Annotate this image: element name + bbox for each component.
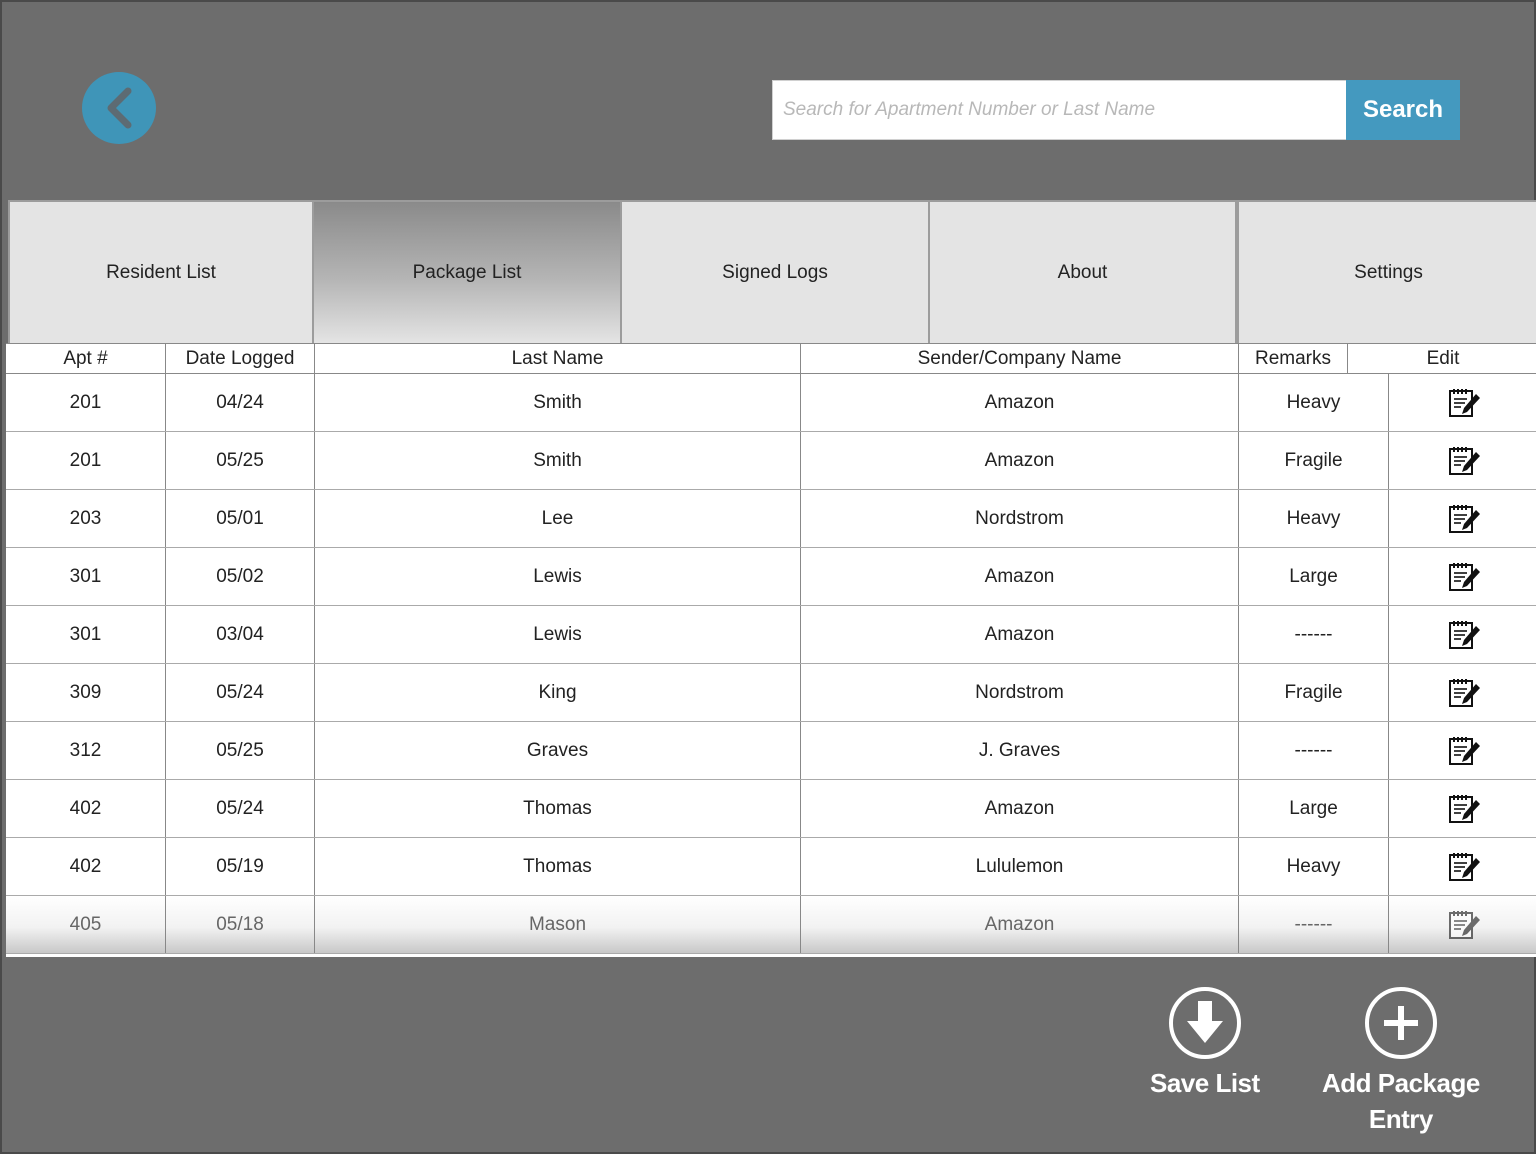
cell-date-logged: 05/02 <box>166 548 315 605</box>
table-row[interactable] <box>6 490 1536 548</box>
cell-date-logged: 05/18 <box>166 896 315 953</box>
cell-apt: 201 <box>6 374 166 431</box>
cell-apt: 301 <box>6 548 166 605</box>
cell-date-logged: 05/01 <box>166 490 315 547</box>
edit-note-icon[interactable] <box>1447 503 1481 535</box>
cell-last-name: Lewis <box>315 606 801 663</box>
cell-apt: 301 <box>6 606 166 663</box>
tab-settings[interactable]: Settings <box>1237 200 1536 343</box>
cell-edit <box>1389 606 1536 663</box>
cell-sender: Amazon <box>801 548 1239 605</box>
cell-last-name: Lee <box>315 490 801 547</box>
header-edit: Edit <box>1426 347 1460 369</box>
add-package-label <box>1322 1065 1480 1137</box>
cell-sender: Amazon <box>801 606 1239 663</box>
cell-date-logged: 04/24 <box>166 374 315 431</box>
tab-package-list[interactable]: Package List <box>314 200 622 343</box>
cell-remarks: Large <box>1239 548 1389 605</box>
cell-last-name: Thomas <box>315 838 801 895</box>
cell-remarks: Heavy <box>1239 374 1389 431</box>
cell-last-name: Mason <box>315 896 801 953</box>
package-table <box>6 343 1536 957</box>
cell-sender: Nordstrom <box>801 664 1239 721</box>
cell-apt: 203 <box>6 490 166 547</box>
download-arrow-icon <box>1169 987 1241 1059</box>
cell-edit <box>1389 490 1536 547</box>
cell-last-name: King <box>315 664 801 721</box>
search-button[interactable]: Search <box>1346 80 1460 140</box>
plus-circle-icon <box>1365 987 1437 1059</box>
cell-last-name: Graves <box>315 722 801 779</box>
table-row[interactable] <box>6 896 1536 954</box>
table-row[interactable] <box>6 722 1536 780</box>
cell-remarks: Large <box>1239 780 1389 837</box>
cell-remarks: ------ <box>1239 896 1389 953</box>
cell-apt: 402 <box>6 780 166 837</box>
cell-sender: Lululemon <box>801 838 1239 895</box>
cell-last-name: Thomas <box>315 780 801 837</box>
cell-sender: J. Graves <box>801 722 1239 779</box>
add-package-entry-button[interactable] <box>1322 987 1480 1137</box>
edit-note-icon[interactable] <box>1447 619 1481 651</box>
cell-remarks: ------ <box>1239 606 1389 663</box>
cell-date-logged: 05/24 <box>166 664 315 721</box>
table-row[interactable] <box>6 780 1536 838</box>
table-row[interactable] <box>6 606 1536 664</box>
edit-note-icon[interactable] <box>1447 445 1481 477</box>
chevron-left-icon <box>102 87 136 129</box>
table-row[interactable] <box>6 838 1536 896</box>
tab-bar <box>8 200 1536 343</box>
cell-date-logged: 05/25 <box>166 432 315 489</box>
cell-edit <box>1389 896 1536 953</box>
tab-signed-logs[interactable]: Signed Logs <box>622 200 930 343</box>
cell-date-logged: 03/04 <box>166 606 315 663</box>
edit-note-icon[interactable] <box>1447 793 1481 825</box>
header-apt[interactable]: Apt # <box>6 344 166 373</box>
edit-note-icon[interactable] <box>1447 677 1481 709</box>
cell-edit <box>1389 548 1536 605</box>
cell-edit <box>1389 432 1536 489</box>
cell-last-name: Smith <box>315 374 801 431</box>
save-list-button[interactable] <box>1150 987 1260 1101</box>
cell-apt: 201 <box>6 432 166 489</box>
cell-sender: Amazon <box>801 780 1239 837</box>
table-header <box>6 344 1536 374</box>
table-row[interactable] <box>6 548 1536 606</box>
cell-remarks: Heavy <box>1239 490 1389 547</box>
cell-remarks: Heavy <box>1239 838 1389 895</box>
cell-edit <box>1389 780 1536 837</box>
cell-sender: Amazon <box>801 374 1239 431</box>
search-input[interactable] <box>772 80 1348 140</box>
table-row[interactable] <box>6 432 1536 490</box>
edit-note-icon[interactable] <box>1447 851 1481 883</box>
cell-edit <box>1389 838 1536 895</box>
cell-edit <box>1389 374 1536 431</box>
table-row[interactable] <box>6 374 1536 432</box>
cell-apt: 402 <box>6 838 166 895</box>
cell-last-name: Smith <box>315 432 801 489</box>
cell-apt: 312 <box>6 722 166 779</box>
back-button[interactable] <box>82 72 156 144</box>
header-date-logged[interactable]: Date Logged <box>166 344 315 373</box>
save-list-label: Save List <box>1150 1068 1260 1098</box>
cell-sender: Amazon <box>801 896 1239 953</box>
table-row[interactable] <box>6 664 1536 722</box>
cell-apt: 405 <box>6 896 166 953</box>
cell-edit <box>1389 722 1536 779</box>
cell-sender: Nordstrom <box>801 490 1239 547</box>
cell-apt: 309 <box>6 664 166 721</box>
edit-note-icon[interactable] <box>1447 909 1481 941</box>
cell-remarks: Fragile <box>1239 432 1389 489</box>
edit-note-icon[interactable] <box>1447 561 1481 593</box>
cell-date-logged: 05/25 <box>166 722 315 779</box>
cell-edit <box>1389 664 1536 721</box>
tab-resident-list[interactable]: Resident List <box>8 200 314 343</box>
cell-date-logged: 05/19 <box>166 838 315 895</box>
cell-last-name: Lewis <box>315 548 801 605</box>
cell-sender: Amazon <box>801 432 1239 489</box>
add-package-label-line1: Add Package <box>1322 1068 1480 1098</box>
header-remarks[interactable]: Remarks <box>1239 344 1348 373</box>
tab-about[interactable]: About <box>930 200 1237 343</box>
edit-note-icon[interactable] <box>1447 735 1481 767</box>
cell-remarks: ------ <box>1239 722 1389 779</box>
header-sender[interactable]: Sender/Company Name <box>801 344 1239 373</box>
edit-note-icon[interactable] <box>1447 387 1481 419</box>
add-package-label-line2: Entry <box>1368 1104 1433 1134</box>
header-last-name[interactable]: Last Name <box>315 344 801 373</box>
cell-remarks: Fragile <box>1239 664 1389 721</box>
cell-date-logged: 05/24 <box>166 780 315 837</box>
